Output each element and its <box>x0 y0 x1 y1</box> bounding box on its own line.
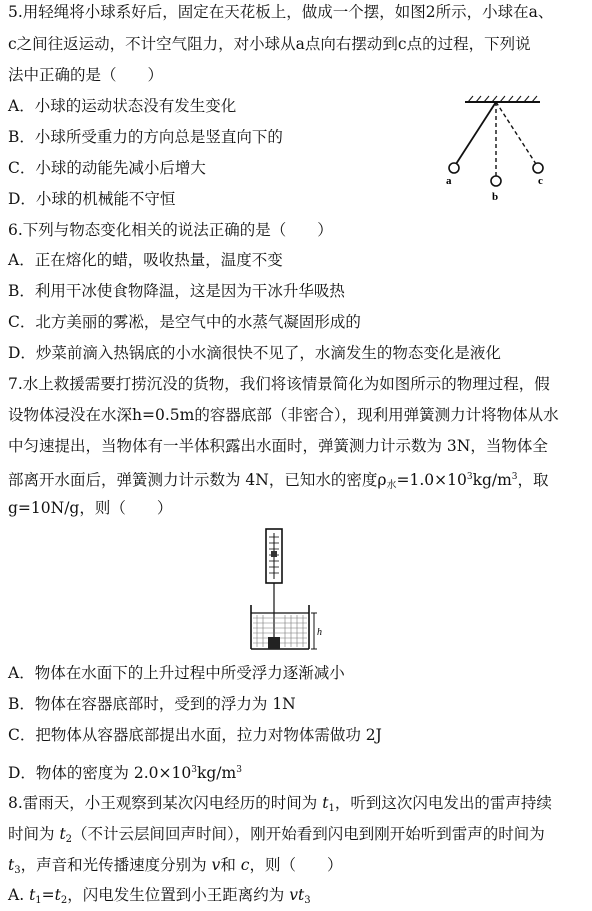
q7-option-b: B．物体在容器底部时，受到的浮力为 1N <box>8 695 296 713</box>
string-c <box>496 102 536 164</box>
spring-scale-figure <box>245 527 325 653</box>
q6-option-c: C．北方美丽的雾凇，是空气中的水蒸气凝固形成的 <box>8 313 361 331</box>
q7-stem-line-1: 7.水上救援需要打捞沉没的货物，我们将该情景简化为如图所示的物理过程，假 <box>8 375 550 393</box>
q5-option-a: A．小球的运动状态没有发生变化 <box>8 97 237 115</box>
label-h: h <box>317 627 322 638</box>
depth-marker <box>311 613 322 649</box>
water-container <box>251 605 309 649</box>
ceiling <box>465 96 540 102</box>
ball-b <box>491 176 501 186</box>
q7-option-c: C．把物体从容器底部提出水面，拉力对物体需做功 2J <box>8 726 382 744</box>
q7-stem-line-2: 设物体浸没在水深h=0.5m的容器底部（非密合），现利用弹簧测力计将物体从水 <box>8 406 559 424</box>
q7-stem-line-4: 部离开水面后，弹簧测力计示数为 4N，已知水的密度$\rho_水=1.0\times 10^3kg/m^3$，取 <box>8 471 549 491</box>
q7-stem-line-5: g=10N/g，则（ ） <box>8 499 173 517</box>
q8-option-a: A. $t_1=t_2$，闪电发生位置到小王距离约为 $vt_3$ <box>8 886 311 906</box>
pendulum-figure <box>440 92 560 210</box>
ball-a <box>449 163 459 173</box>
q6-option-a: A．正在熔化的蜡，吸收热量，温度不变 <box>8 251 283 269</box>
rho-subscript: 水 <box>386 480 397 491</box>
q5-option-c: C．小球的动能先减小后增大 <box>8 159 206 177</box>
q7-option-d: D．物体的密度为 $2.0\times 10^3kg/m^3$ <box>8 764 242 782</box>
q6-stem: 6.下列与物态变化相关的说法正确的是（ ） <box>8 221 333 239</box>
q5-option-b: B．小球所受重力的方向总是竖直向下的 <box>8 128 283 146</box>
q6-option-d: D．炒菜前滴入热锅底的小水滴很快不见了，水滴发生的物态变化是液化 <box>8 344 501 362</box>
q5-stem-line-1: 5.用轻绳将小球系好后，固定在天花板上，做成一个摆，如图2所示，小球在a、 <box>8 3 554 21</box>
label-b: b <box>492 191 499 203</box>
q7-stem-line-3: 中匀速提出，当物体有一半体积露出水面时，弹簧测力计示数为 3N，当物体全 <box>8 437 548 455</box>
q7-option-a: A．物体在水面下的上升过程中所受浮力逐渐减小 <box>8 664 345 682</box>
q5-option-d: D．小球的机械能不守恒 <box>8 190 176 208</box>
q5-stem-line-3: 法中正确的是（ ） <box>8 66 164 84</box>
cargo-block <box>268 637 280 649</box>
ball-c <box>533 163 543 173</box>
spring-scale <box>266 529 282 583</box>
q5-stem-line-2: c之间往返运动，不计空气阻力，对小球从a点向右摆动到c点的过程，下列说 <box>8 35 531 53</box>
q6-option-b: B．利用干冰使食物降温，这是因为干冰升华吸热 <box>8 282 345 300</box>
q8-stem-line-3: $t_3$，声音和光传播速度分别为 v和 c，则（ ） <box>8 856 343 876</box>
label-c: c <box>538 175 543 187</box>
label-a: a <box>446 175 452 187</box>
q8-stem-line-1: 8.雷雨天，小王观察到某次闪电经历的时间为 $t_1$，听到这次闪电发出的雷声持续 <box>8 794 552 814</box>
string-a <box>456 102 496 164</box>
q8-stem-line-2: 时间为 $t_2$（不计云层间回声时间），刚开始看到闪电到刚开始听到雷声的时间为 <box>8 825 545 845</box>
